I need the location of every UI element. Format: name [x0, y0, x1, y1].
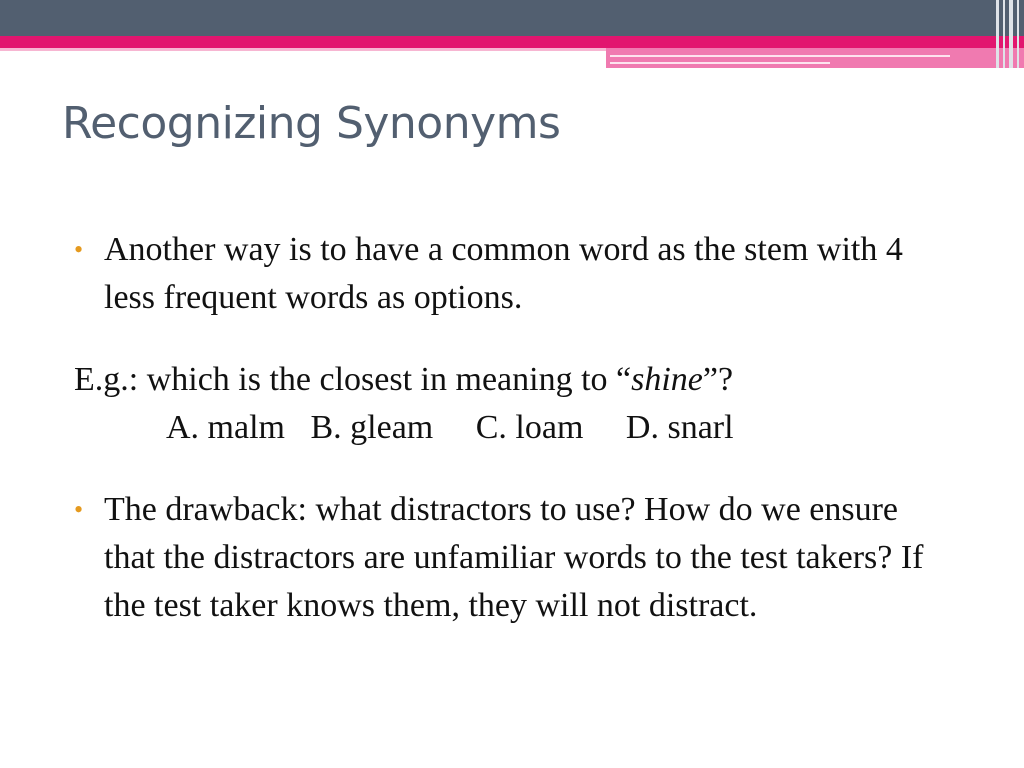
bullet-text: Another way is to have a common word as the stem with 4 less frequent words as options. [104, 231, 903, 316]
bullet-icon: • [74, 235, 84, 264]
option-d: D. snarl [625, 409, 734, 446]
option-b: B. gleam [310, 409, 434, 446]
decorative-stripes [994, 0, 1024, 68]
bullet-icon: • [74, 495, 84, 524]
example-prefix: E.g.: which is the closest in meaning to “ [74, 361, 632, 398]
example-word: shine [631, 361, 703, 398]
accent-bar [0, 36, 1024, 48]
bullet-text: The drawback: what distractors to use? How do we ensure that the distractors are unfamiliar words to the test takers? If the test taker knows them, they will not distract. [104, 491, 924, 624]
example-suffix: ”? [702, 361, 734, 398]
bullet-item [74, 226, 954, 322]
bullet-item [74, 486, 954, 630]
example-options [74, 404, 954, 452]
accent-highlight-1 [610, 55, 950, 57]
option-a: A. malm [166, 409, 285, 446]
slide-body [74, 226, 954, 630]
slide-title: Recognizing Synonyms [62, 98, 561, 149]
accent-highlight-2 [610, 62, 830, 64]
header-bar [0, 0, 1024, 36]
accent-line [0, 48, 606, 51]
accent-block [606, 48, 1024, 68]
example-question [74, 356, 954, 404]
option-c: C. loam [475, 409, 584, 446]
